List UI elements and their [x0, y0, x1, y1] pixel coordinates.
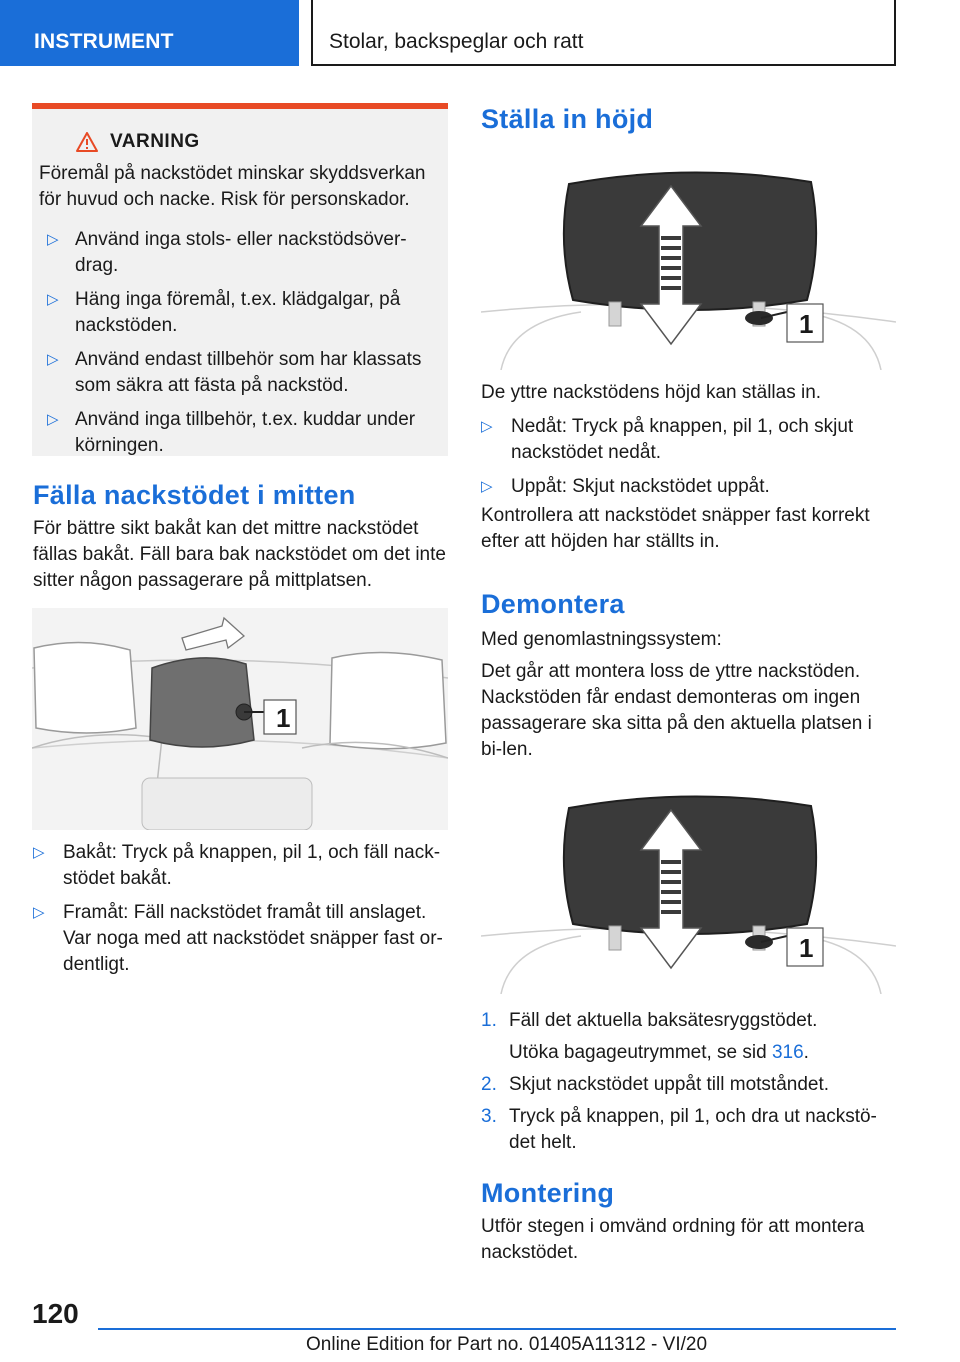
fold-heading: Fälla nackstödet i mitten — [33, 480, 356, 510]
list-item: ▷ Använd inga stols- eller nackstödsöver-drag. — [47, 229, 407, 276]
triangle-bullet-icon: ▷ — [33, 844, 45, 861]
triangle-bullet-icon: ▷ — [47, 291, 59, 308]
step-item: 1. Fäll det aktuella baksätesryggstödet. Utöka bagageutrymmet, se sid 316. — [481, 1008, 896, 1066]
step-note: Utöka bagageutrymmet, se sid 316. — [509, 1042, 809, 1063]
remove-steps — [481, 1008, 896, 1162]
figure-label: 1 — [276, 703, 291, 733]
height-outro: Kontrollera att nackstödet snäpper fast korrekt efter att höjden har ställts in. — [481, 505, 870, 552]
warning-list — [32, 213, 448, 459]
footer-divider — [98, 1328, 896, 1330]
mount-text: Utför stegen i omvänd ordning för att montera nackstödet. — [481, 1216, 865, 1263]
list-item: ▷ Bakåt: Tryck på knappen, pil 1, och fäll nack-stödet bakåt. — [33, 842, 441, 889]
fold-list — [33, 840, 449, 986]
figure-label: 1 — [799, 309, 814, 339]
triangle-bullet-icon: ▷ — [481, 418, 493, 435]
list-item: ▷ Nedåt: Tryck på knappen, pil 1, och skjut nackstödet nedåt. — [481, 416, 854, 463]
triangle-bullet-icon: ▷ — [33, 904, 45, 921]
warning-header — [32, 109, 448, 153]
list-item: ▷ Uppåt: Skjut nackstödet uppåt. — [481, 474, 896, 500]
step-item: 3. Tryck på knappen, pil 1, och dra ut nackstö-det helt. — [481, 1106, 877, 1153]
remove-sub: Med genomlastningssystem: — [481, 629, 722, 650]
warning-box — [32, 103, 448, 456]
warning-triangle-icon — [76, 132, 98, 152]
height-heading: Ställa in höjd — [481, 104, 654, 134]
remove-heading: Demontera — [481, 589, 625, 619]
section-tab[interactable]: INSTRUMENT — [0, 0, 299, 66]
list-item: ▷ Använd inga tillbehör, t.ex. kuddar under körningen. — [47, 409, 416, 456]
step-item: 2. Skjut nackstödet uppåt till motståndet. — [481, 1074, 830, 1095]
headrest-remove-illustration — [481, 786, 896, 994]
fold-intro: För bättre sikt bakåt kan det mittre nackstödet fällas bakåt. Fäll bara bak nackstödet om det inte sitter någon passagerare på mittplatsen. — [33, 518, 446, 591]
triangle-bullet-icon: ▷ — [47, 351, 59, 368]
headrest-remove-drawing — [481, 786, 896, 994]
list-item: ▷ Häng inga föremål, t.ex. klädgalgar, på nackstöden. — [47, 289, 401, 336]
chapter-title: Stolar, backspeglar och ratt — [311, 0, 896, 66]
headrest-height-drawing — [481, 162, 896, 370]
mount-heading: Montering — [481, 1178, 615, 1208]
triangle-bullet-icon: ▷ — [481, 478, 493, 495]
rear-seat-drawing — [32, 608, 448, 830]
figure-label: 1 — [799, 933, 814, 963]
list-item: ▷ Använd endast tillbehör som har klassats som säkra att fästa på nackstöd. — [47, 349, 422, 396]
page-link[interactable]: 316 — [771, 1042, 804, 1063]
triangle-bullet-icon: ▷ — [47, 231, 59, 248]
remove-text: Det går att montera loss de yttre nackstöden. Nackstöden får endast demonteras om ingen passagerare ska sitta på den aktuella platsen i bi-len. — [481, 661, 872, 760]
list-item: ▷ Framåt: Fäll nackstödet framåt till anslaget. Var noga med att nackstödet snäpper fast or-dentligt. — [33, 902, 443, 975]
rear-seat-headrest-illustration — [32, 608, 448, 830]
page-number: 120 — [32, 1298, 79, 1329]
height-intro: De yttre nackstödens höjd kan ställas in. — [481, 382, 822, 403]
warning-text: Föremål på nackstödet minskar skyddsverkan för huvud och nacke. Risk för personskador. — [39, 163, 426, 210]
triangle-bullet-icon: ▷ — [47, 411, 59, 428]
footer-edition: Online Edition for Part no. 01405A11312 - VI/20 — [306, 1334, 708, 1355]
height-list — [481, 414, 896, 508]
headrest-height-illustration — [481, 162, 896, 370]
warning-title: VARNING — [110, 131, 200, 152]
